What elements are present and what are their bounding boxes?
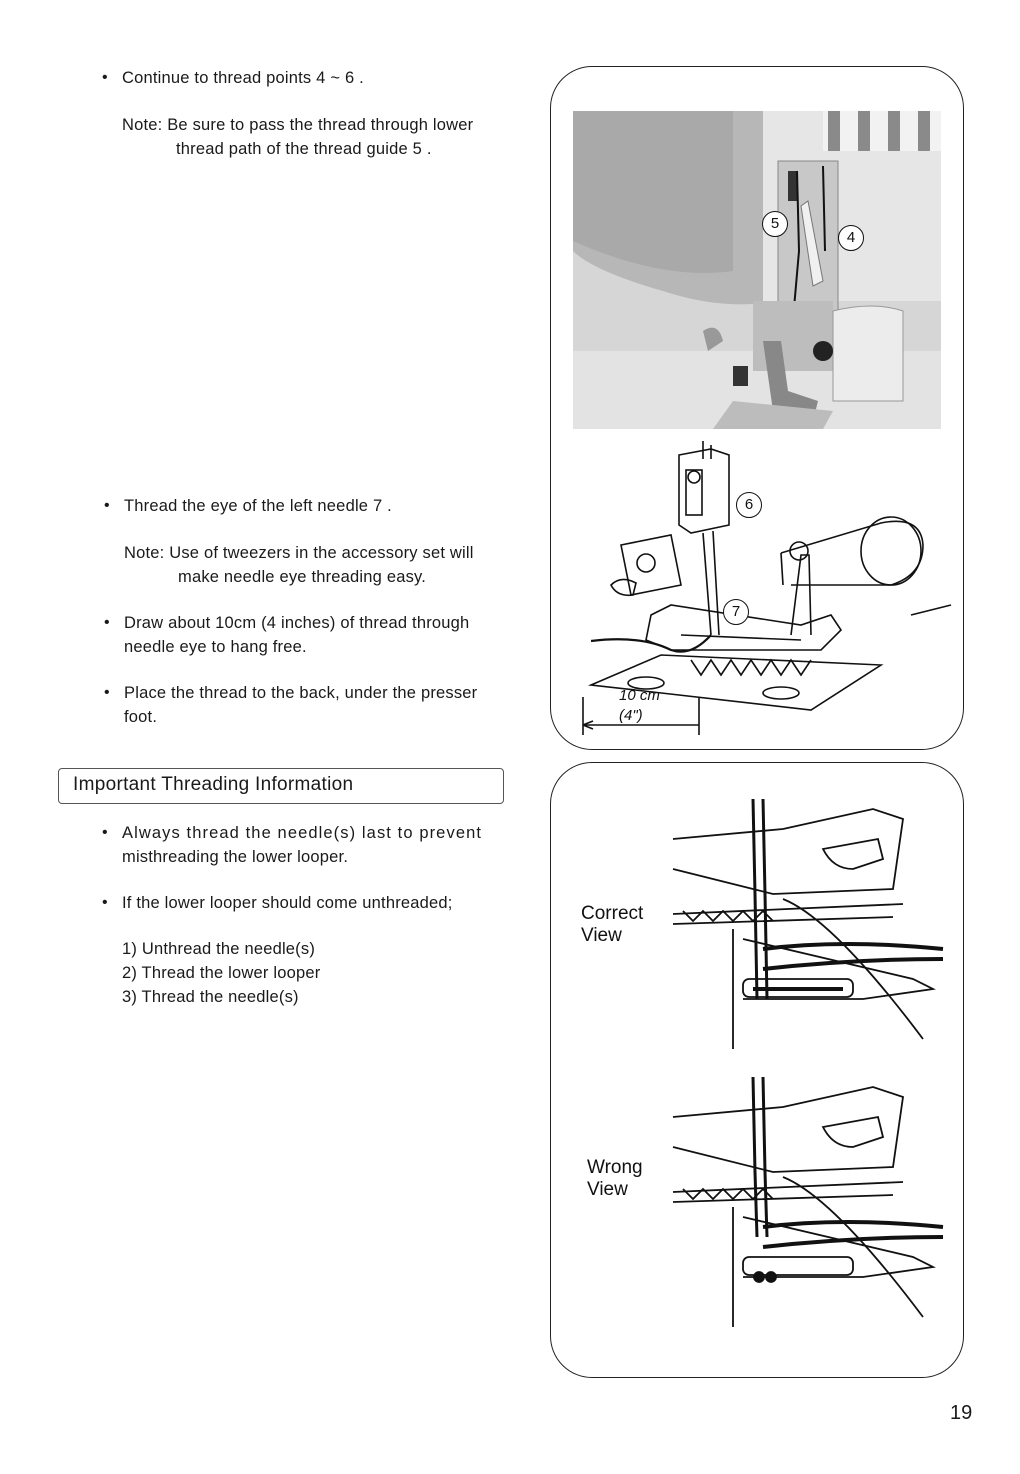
figure-panel-threading — [550, 66, 964, 750]
correct-view-diagram — [663, 799, 953, 1069]
bullet-place-thread-1: • Place the thread to the back, under the presser — [124, 681, 477, 705]
bullet-always-thread-1: • Always thread the needle(s) last to prevent — [122, 821, 482, 845]
threading-photo — [573, 111, 941, 429]
measure-cm-label: 10 cm — [619, 687, 660, 704]
figure-panel-looper-views — [550, 762, 964, 1378]
callout-7: 7 — [723, 599, 749, 625]
correct-label-1: Correct — [581, 903, 644, 924]
note-lower-path-2: thread path of the thread guide 5 . — [176, 140, 432, 158]
wrong-label-2: View — [587, 1179, 628, 1200]
note-tweezers-2: make needle eye threading easy. — [178, 568, 427, 586]
wrong-label-1: Wrong — [587, 1157, 643, 1178]
step-2: 2) Thread the lower looper — [122, 964, 321, 982]
bullet-draw-thread-1: • Draw about 10cm (4 inches) of thread through — [124, 611, 469, 635]
bullet-unthreaded: • If the lower looper should come unthreaded; — [122, 891, 453, 915]
callout-4: 4 — [838, 225, 864, 251]
page-number: 19 — [950, 1402, 973, 1424]
callout-5: 5 — [762, 211, 788, 237]
important-info-header — [58, 768, 504, 804]
callout-6: 6 — [736, 492, 762, 518]
bullet-draw-thread-2: needle eye to hang free. — [124, 638, 307, 656]
note-tweezers-1: Note: Use of tweezers in the accessory set will — [124, 544, 474, 562]
bullet-place-thread-2: foot. — [124, 708, 158, 726]
measure-in-label: (4") — [619, 707, 643, 724]
wrong-view-diagram — [663, 1077, 953, 1347]
threading-photo-drawing — [573, 111, 941, 429]
step-1: 1) Unthread the needle(s) — [122, 940, 316, 958]
step-3: 3) Thread the needle(s) — [122, 988, 299, 1006]
important-info-title: Important Threading Information — [73, 774, 354, 795]
correct-label-2: View — [581, 925, 622, 946]
bullet-continue-thread: • Continue to thread points 4 ~ 6 . — [122, 66, 364, 90]
bullet-always-thread-2: misthreading the lower looper. — [122, 848, 349, 866]
bullet-thread-eye: • Thread the eye of the left needle 7 . — [124, 494, 392, 518]
note-lower-path-1: Note: Be sure to pass the thread through lower — [122, 116, 474, 134]
needle-threading-diagram — [551, 435, 963, 735]
